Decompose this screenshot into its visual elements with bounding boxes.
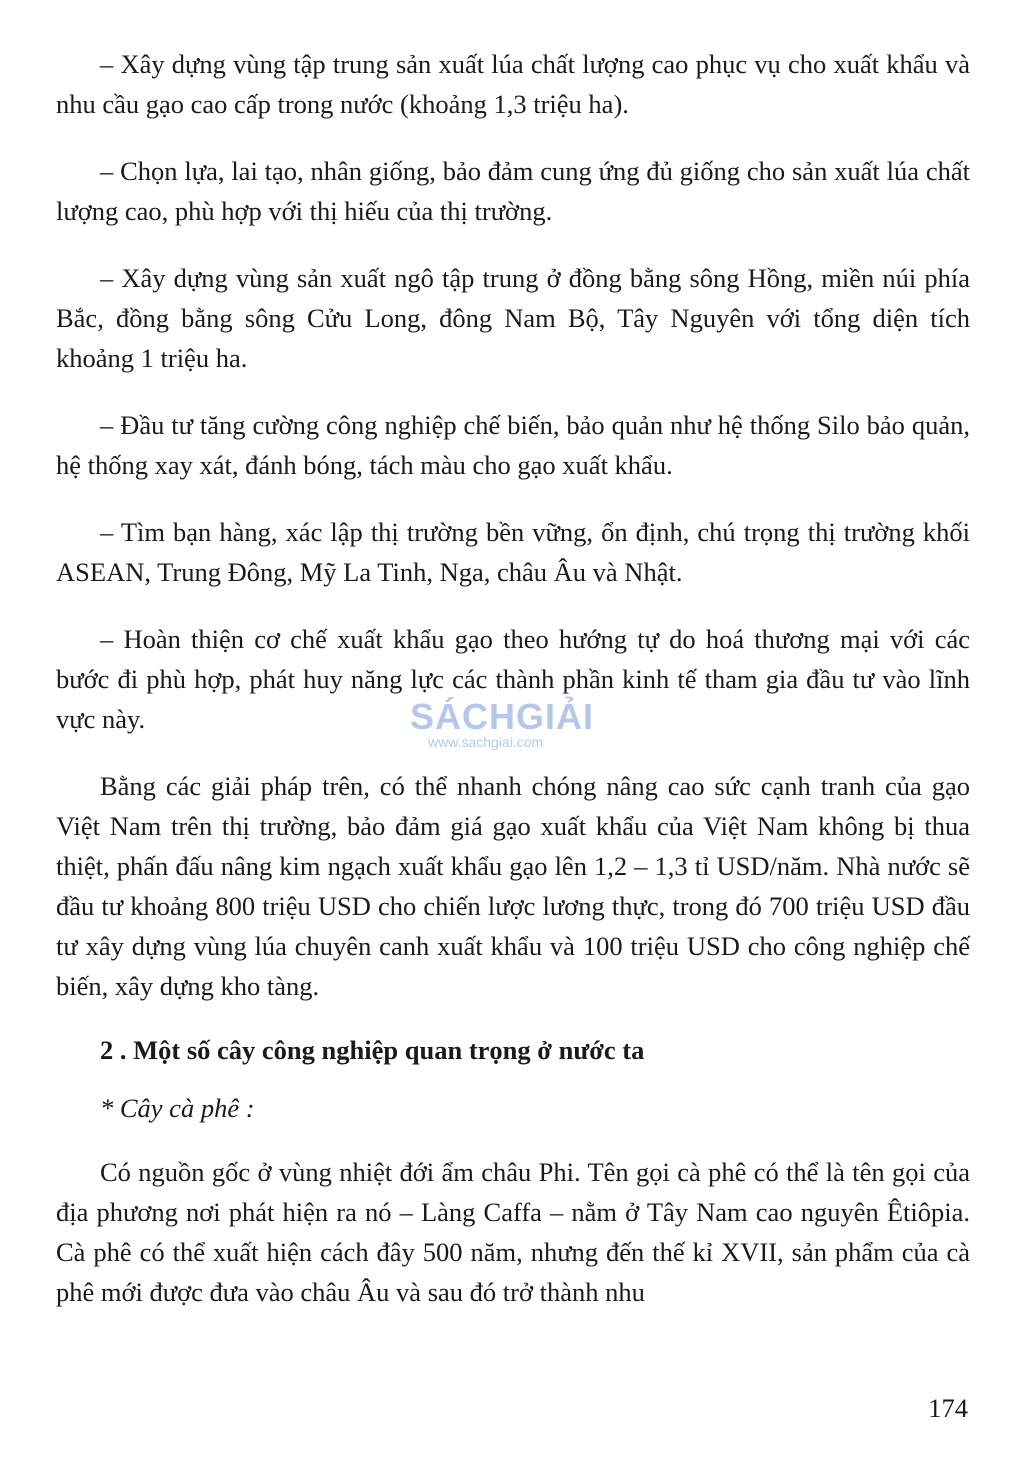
subheading-coffee: * Cây cà phê : bbox=[100, 1093, 255, 1123]
paragraph-rice-quality-zone: – Xây dựng vùng tập trung sản xuất lúa chất lượng cao phục vụ cho xuất khẩu và nhu cầu gạo cao cấp trong nước (khoảng 1,3 triệu ha). bbox=[56, 49, 970, 119]
watermark-brand: SÁCHGIẢI bbox=[410, 696, 595, 737]
paragraph-solutions-summary: Bằng các giải pháp trên, có thể nhanh chóng nâng cao sức cạnh tranh của gạo Việt Nam trên thị trường, bảo đảm giá gạo xuất khẩu của Việt Nam không bị thua thiệt, phấn đấu nâng kim ngạch xuất khẩu gạo lên 1,2 – 1,3 tỉ USD/năm. Nhà nước sẽ đầu tư khoảng 800 triệu USD cho chiến lược lương thực, trong đó 700 triệu USD đầu tư xây dựng vùng lúa chuyên canh xuất khẩu và 100 triệu USD cho công nghiệp chế biến, xây dựng kho tàng. bbox=[56, 771, 970, 1001]
page-body bbox=[56, 44, 970, 1339]
paragraph-processing-investment: – Đầu tư tăng cường công nghiệp chế biến, bảo quản như hệ thống Silo bảo quản, hệ thống xay xát, đánh bóng, tách màu cho gạo xuất khẩu. bbox=[56, 410, 970, 480]
watermark-url: www.sachgiai.com bbox=[428, 734, 544, 750]
paragraph-corn-zone: – Xây dựng vùng sản xuất ngô tập trung ở đồng bằng sông Hồng, miền núi phía Bắc, đồng bằng sông Cửu Long, đông Nam Bộ, Tây Nguyên với tổng diện tích khoảng 1 triệu ha. bbox=[56, 263, 970, 373]
section-heading: 2 . Một số cây công nghiệp quan trọng ở nước ta bbox=[100, 1035, 645, 1065]
paragraph-export-mechanism: – Hoàn thiện cơ chế xuất khẩu gạo theo hướng tự do hoá thương mại với các bước đi phù hợp, phát huy năng lực các thành phần kinh tế tham gia đầu tư vào lĩnh vực này. bbox=[56, 624, 970, 734]
page-number: 174 bbox=[928, 1393, 968, 1423]
paragraph-seed-selection: – Chọn lựa, lai tạo, nhân giống, bảo đảm cung ứng đủ giống cho sản xuất lúa chất lượng cao, phù hợp với thị hiếu của thị trường. bbox=[56, 156, 970, 226]
paragraph-coffee-origin: Có nguồn gốc ở vùng nhiệt đới ẩm châu Phi. Tên gọi cà phê có thể là tên gọi của địa phương nơi phát hiện ra nó – Làng Caffa – nằm ở Tây Nam cao nguyên Êtiôpia. Cà phê có thể xuất hiện cách đây 500 năm, nhưng đến thế kỉ XVII, sản phẩm của cà phê mới được đưa vào châu Âu và sau đó trở thành nhu bbox=[56, 1157, 970, 1307]
paragraph-market-partners: – Tìm bạn hàng, xác lập thị trường bền vững, ổn định, chú trọng thị trường khối ASEAN, Trung Đông, Mỹ La Tinh, Nga, châu Âu và Nhật. bbox=[56, 517, 970, 587]
